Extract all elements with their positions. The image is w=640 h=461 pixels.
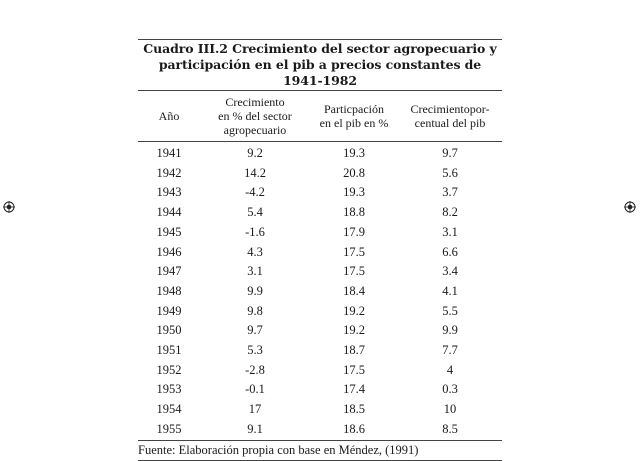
table-caption xyxy=(138,40,502,90)
registration-mark-icon xyxy=(3,201,15,213)
table-cell: -0.1 xyxy=(245,382,265,397)
table-body xyxy=(138,142,502,441)
table-cell: 3.1 xyxy=(442,224,458,239)
table-cell: 19.2 xyxy=(343,323,365,338)
table-cell: 18.6 xyxy=(343,421,365,436)
table-cell: 1951 xyxy=(156,343,182,358)
table-row xyxy=(138,203,502,223)
table-cell: 9.2 xyxy=(247,146,263,160)
table-cell: 17.5 xyxy=(343,244,365,259)
table-cell: 1942 xyxy=(156,165,182,180)
table-cell: 1950 xyxy=(156,323,182,338)
table-row xyxy=(138,361,502,381)
table-cell: 17.9 xyxy=(343,224,365,239)
table-row xyxy=(138,400,502,420)
table-cell: 1946 xyxy=(156,244,182,259)
table-cell: 1949 xyxy=(156,303,182,318)
table-cell: 1941 xyxy=(156,146,182,160)
table-cell: 5.3 xyxy=(247,343,263,358)
table-cell: 1954 xyxy=(156,402,182,417)
table-cell: 1948 xyxy=(156,283,182,298)
growth-table xyxy=(138,91,502,461)
data-table-block xyxy=(138,39,502,461)
table-cell: 14.2 xyxy=(244,165,266,180)
table-cell: 20.8 xyxy=(343,165,365,180)
table-row xyxy=(138,243,502,263)
table-cell: -2.8 xyxy=(245,362,265,377)
header-growth: Crecimiento en % del sector agropecuario xyxy=(200,91,310,142)
table-cell: 19.3 xyxy=(343,185,365,200)
table-cell: 1953 xyxy=(156,382,182,397)
source-note: Fuente: Elaboración propia con base en Méndez, (1991) xyxy=(138,440,502,460)
table-cell: 17 xyxy=(248,402,262,417)
table-cell: 4.1 xyxy=(442,283,458,298)
table-cell: 1943 xyxy=(156,185,182,200)
table-cell: 1955 xyxy=(156,421,182,436)
table-cell: 0.3 xyxy=(442,382,458,397)
table-cell: 1952 xyxy=(156,362,182,377)
table-cell: 1944 xyxy=(156,205,182,220)
table-row xyxy=(138,321,502,341)
table-cell: 3.1 xyxy=(247,264,263,279)
table-cell: 17.5 xyxy=(343,362,365,377)
table-cell: 3.7 xyxy=(442,185,458,200)
header-year: Año xyxy=(138,91,200,142)
caption-line-1: Cuadro III.2 Crecimiento del sector agropecuario y xyxy=(143,41,497,56)
source-row xyxy=(138,440,502,460)
table-cell: 3.4 xyxy=(442,264,458,279)
table-cell: 9.9 xyxy=(442,323,458,338)
table-cell: 9.1 xyxy=(247,421,263,436)
table-cell: 6.6 xyxy=(442,244,458,259)
table-row xyxy=(138,380,502,400)
table-cell: 9.8 xyxy=(247,303,263,318)
caption-line-2: participación en el pib a precios constantes de 1941-1982 xyxy=(158,57,482,88)
table-cell: 9.7 xyxy=(247,323,263,338)
table-cell: -1.6 xyxy=(245,224,265,239)
table-cell: 5.4 xyxy=(247,205,263,220)
table-cell: 4 xyxy=(446,362,454,377)
table-row xyxy=(138,341,502,361)
table-cell: 19.3 xyxy=(343,146,365,160)
table-cell: 9.7 xyxy=(442,146,458,160)
table-cell: 5.6 xyxy=(442,165,458,180)
table-cell: 18.5 xyxy=(343,402,365,417)
table-cell: 19.2 xyxy=(343,303,365,318)
table-cell: 17.5 xyxy=(343,264,365,279)
table-cell: 18.4 xyxy=(343,283,365,298)
table-row xyxy=(138,282,502,302)
table-row xyxy=(138,142,502,164)
table-cell: 18.7 xyxy=(343,343,365,358)
table-row xyxy=(138,302,502,322)
table-cell: 5.5 xyxy=(442,303,458,318)
table-row xyxy=(138,420,502,440)
table-cell: 8.2 xyxy=(442,205,458,220)
table-row xyxy=(138,183,502,203)
table-cell: 18.8 xyxy=(343,205,365,220)
table-row xyxy=(138,164,502,184)
table-cell: 1947 xyxy=(156,264,182,279)
table-cell: 1945 xyxy=(156,224,182,239)
table-cell: 8.5 xyxy=(442,421,458,436)
table-cell: -4.2 xyxy=(245,185,265,200)
header-share: Particpación en el pib en % xyxy=(310,91,398,142)
table-row xyxy=(138,262,502,282)
table-row xyxy=(138,223,502,243)
table-cell: 17.4 xyxy=(343,382,365,397)
header-row xyxy=(138,91,502,142)
registration-mark-icon xyxy=(624,201,636,213)
table-cell: 10 xyxy=(443,402,457,417)
header-pct-growth: Crecimientopor- centual del pib xyxy=(398,91,502,142)
table-cell: 7.7 xyxy=(442,343,458,358)
table-cell: 9.9 xyxy=(247,283,263,298)
table-cell: 4.3 xyxy=(247,244,263,259)
